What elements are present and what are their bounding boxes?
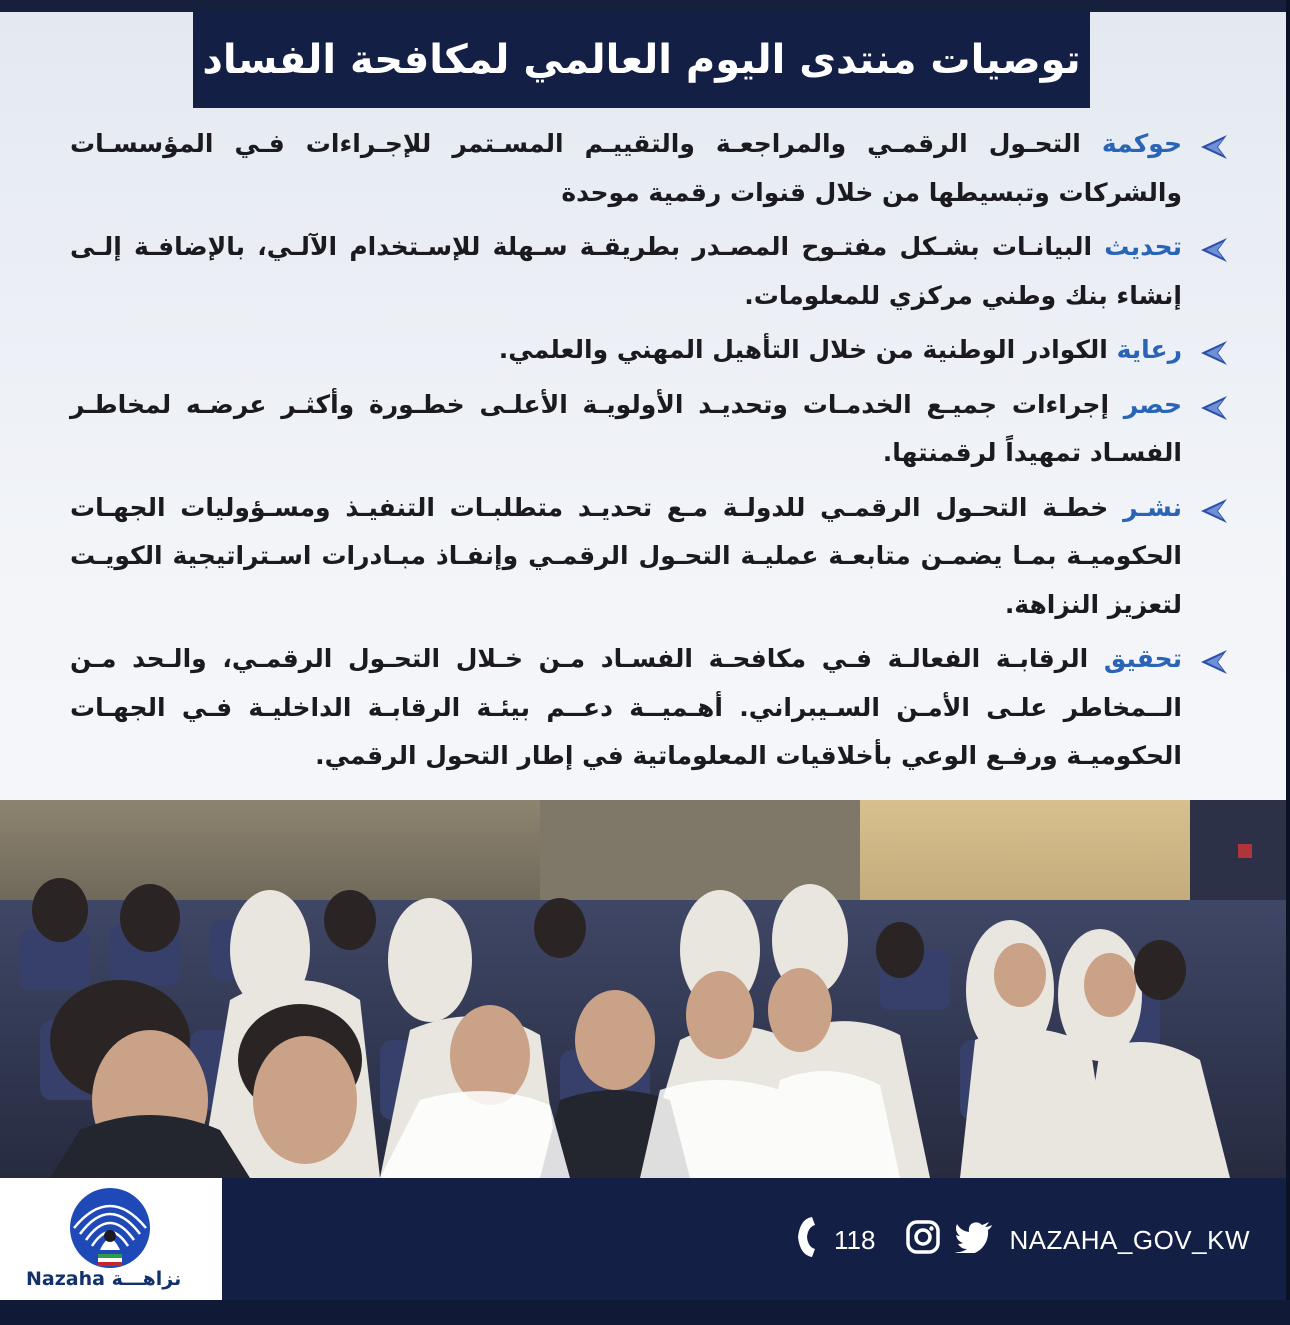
arrow-bullet-icon xyxy=(1200,498,1228,524)
recommendation-keyword: نشـر xyxy=(1123,492,1182,522)
recommendation-keyword: تحديث xyxy=(1104,232,1182,261)
recommendation-keyword: تحقيق xyxy=(1103,644,1182,673)
recommendation-keyword: حصر xyxy=(1123,389,1182,419)
arrow-bullet-icon xyxy=(1200,134,1228,160)
recommendation-item xyxy=(70,120,1230,217)
recommendation-body: التحـول الرقمـي والمراجعـة والتقييـم المسـتمر للإجـراءات فـي المؤسسـات والشركات وتبسيطها من خلال قنوات رقمية موحدة xyxy=(70,129,1182,207)
recommendation-body: الرقابـة الفعالـة فـي مكافحـة الفسـاد مـن خـلال التحـول الرقمـي، والـحد مـن الــمخاطر علـى الأمـن السـيبراني. أهـميــة دعــم بيئـة الرقابـة الداخليـة فـي الجهـات الحكوميـة ورفـع الوعي بأخلاقيات المعلوماتية في إطار التحول الرقمي. xyxy=(70,644,1182,770)
audience-photo xyxy=(0,800,1286,1178)
recommendation-body: إجراءات جميـع الخدمـات وتحديـد الأولويـة الأعلـى خطـورة وأكثـر عرضـه لمخاطـر الفسـاد تمهيداً لرقمنتها. xyxy=(70,389,1182,467)
footer-bar xyxy=(0,1178,1286,1300)
recommendation-text xyxy=(70,223,1182,320)
recommendation-text xyxy=(70,120,1182,217)
arrow-bullet-icon xyxy=(1200,340,1228,366)
recommendation-text xyxy=(70,635,1182,781)
phone-number: 118 xyxy=(833,1224,876,1255)
recommendations-list xyxy=(70,120,1230,787)
nazaha-logo xyxy=(0,1178,222,1300)
recommendation-body: خطـة التحـول الرقمـي للدولـة مـع تحديـد متطلبـات التنفيـذ ومسـؤوليات الجهـات الحكوميـة بمـا يضمـن متابعـة عمليـة التحـول الرقمـي وإنفـاذ مبـادرات اسـتراتيجية الكويـت لتعزيز النزاهة. xyxy=(70,492,1182,619)
contact-info xyxy=(794,1216,1250,1264)
nazaha-emblem-icon xyxy=(60,1184,160,1276)
bottom-frame xyxy=(0,1300,1290,1325)
arrow-bullet-icon xyxy=(1200,237,1228,263)
recommendation-item xyxy=(70,223,1230,320)
recommendation-text xyxy=(70,484,1182,630)
logo-text: Nazaha نزاهـــة xyxy=(26,1268,182,1290)
phone-icon xyxy=(794,1215,818,1266)
poster xyxy=(0,12,1286,1300)
recommendation-item xyxy=(70,484,1230,630)
recommendation-body: البيانـات بشـكل مفتـوح المصـدر بطريقـة سـهلة للإسـتخدام الآلـي، بالإضافـة إلـى إنشاء بنك وطني مركزي للمعلومات. xyxy=(70,232,1182,310)
recommendation-item xyxy=(70,381,1230,478)
audience-photo-illustration xyxy=(0,800,1286,1178)
recommendation-keyword: رعاية xyxy=(1116,335,1182,364)
recommendation-keyword: حوكمة xyxy=(1101,129,1182,158)
arrow-bullet-icon xyxy=(1200,395,1228,421)
arrow-bullet-icon xyxy=(1200,649,1228,675)
social-handle[interactable]: NAZAHA_GOV_KW xyxy=(1009,1224,1250,1255)
right-frame xyxy=(1286,0,1290,1325)
twitter-icon[interactable] xyxy=(955,1221,993,1260)
recommendation-text xyxy=(70,326,1182,375)
recommendation-item xyxy=(70,635,1230,781)
title-banner xyxy=(193,12,1090,108)
recommendation-body: الكوادر الوطنية من خلال التأهيل المهني والعلمي. xyxy=(498,335,1117,364)
recommendation-item xyxy=(70,326,1230,375)
recommendation-text xyxy=(70,381,1182,478)
instagram-icon[interactable] xyxy=(905,1219,941,1262)
page-title: توصيات منتدى اليوم العالمي لمكافحة الفساد xyxy=(202,37,1081,83)
top-frame xyxy=(0,0,1290,12)
